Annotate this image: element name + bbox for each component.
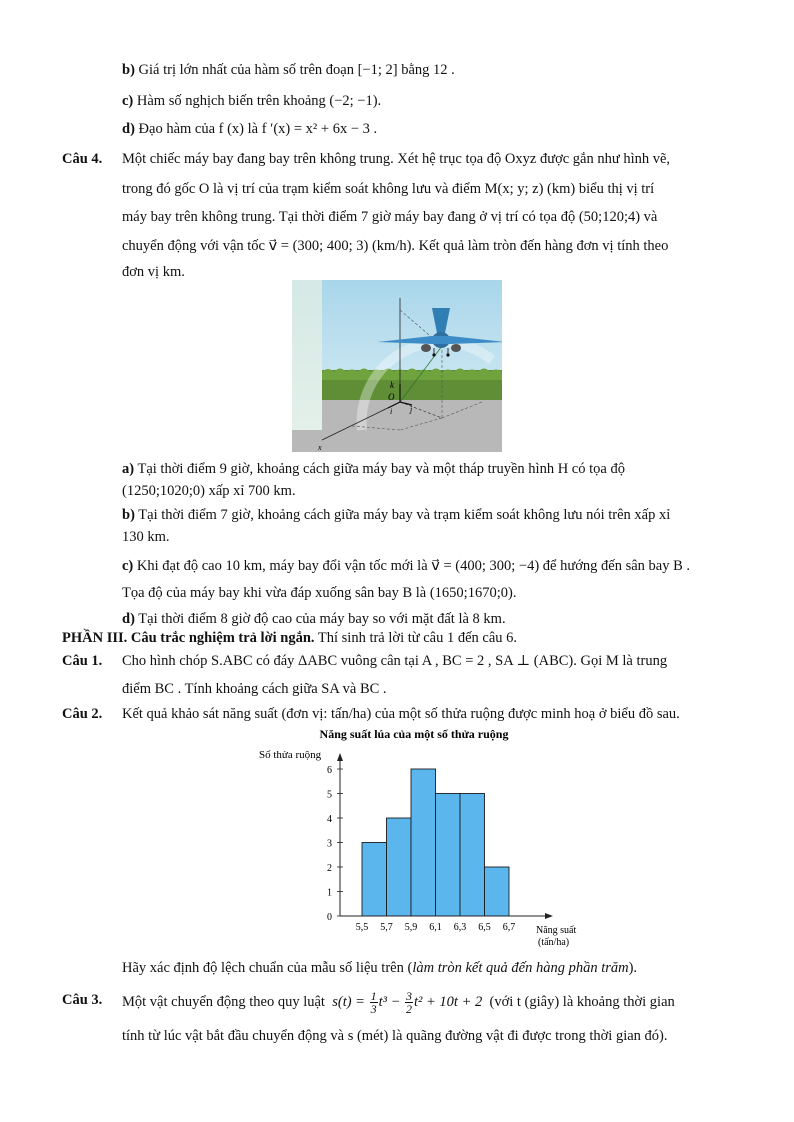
x-axis-label: Năng suất xyxy=(536,925,577,936)
histogram-bar xyxy=(436,794,461,917)
question-4-line: Một chiếc máy bay đang bay trên không trung. Xét hệ trục tọa độ Oxyz được gắn như hình vẽ, xyxy=(122,151,671,167)
question-4-item-c xyxy=(122,556,690,576)
item-text: Giá trị lớn nhất của hàm số trên đoạn [−1; 2] bằng 12 . xyxy=(138,62,455,78)
item-text: Hàm số nghịch biến trên khoảng (−2; −1). xyxy=(136,93,382,109)
question-1-line: Cho hình chóp S.ABC có đáy ΔABC vuông cân tại A , BC = 2 , SA ⊥ (ABC). Gọi M là trung xyxy=(122,653,668,669)
question-text: Một vật chuyển động theo quy luật xyxy=(122,993,325,1010)
x-tick-label: 5,9 xyxy=(404,922,418,933)
item-label: b) xyxy=(122,507,135,523)
item-text: Khi đạt độ cao 10 km, máy bay đổi vận tốc mới là v⃗ = (400; 300; −4) để hướng đến sân bay B . xyxy=(136,558,691,574)
histogram-chart xyxy=(250,722,590,954)
question-1-label: Câu 1. xyxy=(62,653,103,669)
motion-formula: s(t) = $\frac{1}{3}$ t³ − $\frac{3}{2}$ t² + 10t + 2 xyxy=(328,989,490,1016)
item-label: c) xyxy=(122,558,134,574)
part-3-heading xyxy=(62,628,517,648)
item-label: a) xyxy=(122,461,135,477)
question-4-item-b xyxy=(122,505,670,525)
item-label: d) xyxy=(122,611,135,627)
x-axis-label: x xyxy=(318,443,322,452)
histogram-bar xyxy=(485,867,510,916)
histogram-bar xyxy=(362,843,387,917)
prev-item-c xyxy=(122,91,381,111)
prev-item-b xyxy=(122,60,455,80)
histogram-bar xyxy=(387,818,412,916)
item-text: Đạo hàm của f (x) là f ′(x) = x² + 6x − 3 . xyxy=(138,121,378,137)
x-tick-label: 6,7 xyxy=(502,922,516,933)
question-3-line xyxy=(122,990,675,1015)
question-4-item-d xyxy=(122,609,506,629)
question-4-line: trong đó gốc O là vị trí của trạm kiểm soát không lưu và điểm M(x; y; z) (km) biểu thị vị trí xyxy=(122,181,655,197)
item-text: Tại thời điểm 9 giờ, khoảng cách giữa máy bay và một tháp truyền hình H có tọa độ xyxy=(137,461,625,477)
question-4-line: chuyển động với vận tốc v⃗ = (300; 400; 3) (km/h). Kết quả làm tròn đến hàng đơn vị tính theo xyxy=(122,238,669,254)
item-label: d) xyxy=(122,121,135,137)
j-vector-label: j xyxy=(410,405,413,414)
histogram-bar xyxy=(460,794,485,917)
y-tick-label: 1 xyxy=(327,887,332,899)
y-axis-label: Số thửa ruộng xyxy=(259,749,322,761)
question-1-line: điểm BC . Tính khoảng cách giữa SA và BC . xyxy=(122,681,387,697)
x-tick-label: 5,5 xyxy=(355,922,369,933)
i-vector-label: i xyxy=(390,407,393,416)
question-4-item-a-cont: (1250;1020;0) xấp xỉ 700 km. xyxy=(122,483,296,499)
item-label: c) xyxy=(122,93,134,109)
question-4-item-b-cont: 130 km. xyxy=(122,529,170,545)
question-4-line: máy bay trên không trung. Tại thời điểm 7 giờ máy bay đang ở vị trí có tọa độ (50;120;4) và xyxy=(122,209,658,225)
x-tick-label: 6,5 xyxy=(478,922,491,933)
y-tick-label: 0 xyxy=(327,912,332,923)
y-axis-arrow-icon xyxy=(337,753,343,761)
part-3-title: PHẦN III. Câu trắc nghiệm trả lời ngắn. xyxy=(62,630,315,646)
question-text: Hãy xác định độ lệch chuẩn của mẫu số liệu trên ( xyxy=(122,960,413,976)
x-tick-label: 5,7 xyxy=(380,922,393,933)
x-tick-label: 6,1 xyxy=(429,922,442,933)
y-tick-label: 5 xyxy=(327,789,332,801)
question-2-line: Kết quả khảo sát năng suất (đơn vị: tấn/ha) của một số thửa ruộng được minh hoạ ở biểu đồ sau. xyxy=(122,706,680,722)
question-text-cont: (với t (giây) là khoảng thời gian xyxy=(489,993,675,1010)
x-tick-label: 6,3 xyxy=(453,922,467,933)
origin-label: O xyxy=(388,392,395,402)
y-tick-label: 6 xyxy=(327,765,332,776)
histogram-bar xyxy=(411,769,436,916)
question-end: ). xyxy=(628,960,638,976)
y-tick-label: 4 xyxy=(327,814,332,825)
x-axis-unit: (tấn/ha) xyxy=(538,937,570,948)
x-axis-arrow-icon xyxy=(545,913,553,919)
item-label: b) xyxy=(122,62,135,78)
item-text: Tại thời điểm 8 giờ độ cao của máy bay so với mặt đất là 8 km. xyxy=(138,611,506,627)
item-text: Tại thời điểm 7 giờ, khoảng cách giữa máy bay và trạm kiểm soát không lưu nói trên xấp xỉ xyxy=(138,507,671,523)
question-2-label: Câu 2. xyxy=(62,706,103,722)
prev-item-d xyxy=(122,119,377,139)
airplane-figure xyxy=(292,280,502,452)
question-4-label: Câu 4. xyxy=(62,151,103,167)
question-2-prompt xyxy=(122,958,637,978)
part-3-subtitle: Thí sinh trả lời từ câu 1 đến câu 6. xyxy=(314,630,518,646)
question-note: làm tròn kết quả đến hàng phần trăm xyxy=(412,960,629,976)
k-vector-label: k⃗ xyxy=(390,380,401,390)
question-4-line: đơn vị km. xyxy=(122,264,185,280)
y-tick-label: 2 xyxy=(327,863,332,874)
chart-title: Năng suất lúa của một số thửa ruộng xyxy=(319,727,509,741)
question-3-line: tính từ lúc vật bắt đầu chuyển động và s (mét) là quãng đường vật đi được trong thời gian đó). xyxy=(122,1028,668,1044)
question-4-item-c-cont: Tọa độ của máy bay khi vừa đáp xuống sân bay B là (1650;1670;0). xyxy=(122,585,517,601)
y-tick-label: 3 xyxy=(327,838,332,850)
question-4-item-a xyxy=(122,459,625,479)
question-3-label: Câu 3. xyxy=(62,992,103,1008)
